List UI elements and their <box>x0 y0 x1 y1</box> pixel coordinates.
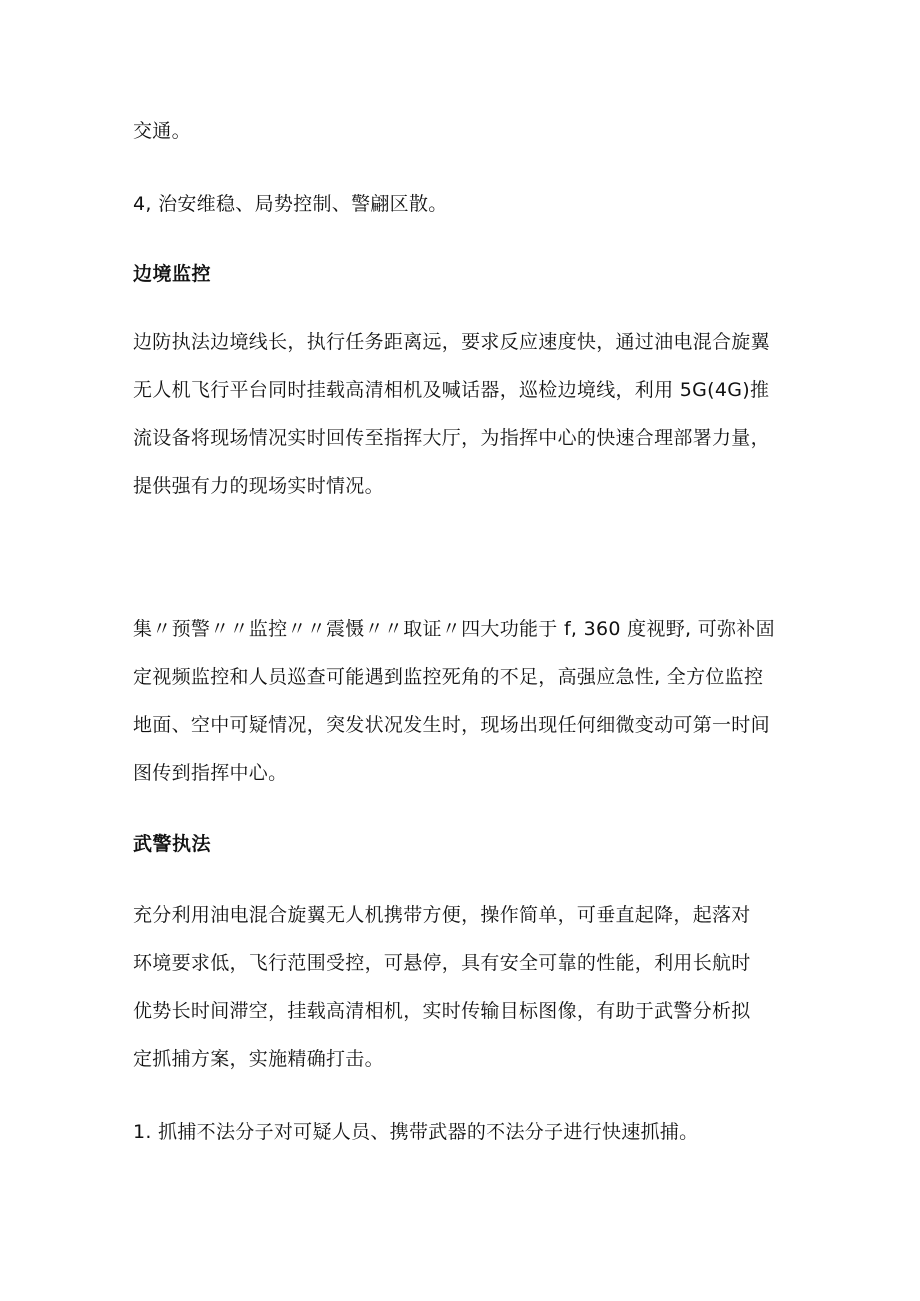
list-item: 1. 抓捕不法分子对可疑人员、携带武器的不法分子进行快速抓捕。 <box>133 1121 699 1143</box>
paragraph-line: 集〃预警〃〃监控〃〃震慑〃〃取证〃四大功能于 f, 360 度视野, 可弥补固 <box>133 618 775 640</box>
paragraph-line: 无人机飞行平台同时挂载高清相机及喊话器，巡检边境线，利用 5G(4G)推 <box>133 379 770 401</box>
paragraph-line: 图传到指挥中心。 <box>133 762 288 784</box>
section-heading-armed-police: 武警执法 <box>133 833 212 855</box>
paragraph-line: 流设备将现场情况实时回传至指挥大厅，为指挥中心的快速合理部署力量， <box>133 427 770 449</box>
paragraph-line: 边防执法边境线长，执行任务距离远，要求反应速度快，通过油电混合旋翼 <box>133 331 770 353</box>
paragraph-line: 地面、空中可疑情况，突发状况发生时，现场出现任何细微变动可第一时间 <box>133 714 770 736</box>
paragraph-line: 优势长时间滞空，挂载高清相机，实时传输目标图像，有助于武警分析拟 <box>133 1000 751 1022</box>
intro-line-1: 交通。 <box>133 120 191 142</box>
paragraph-line: 提供强有力的现场实时情况。 <box>133 475 384 497</box>
paragraph-line: 充分利用油电混合旋翼无人机携带方便，操作简单，可垂直起降，起落对 <box>133 904 751 926</box>
section-heading-border-monitoring: 边境监控 <box>133 263 212 285</box>
intro-line-2: 4, 治安维稳、局势控制、警翩区散。 <box>133 193 448 215</box>
paragraph-line: 环境要求低，飞行范围受控，可悬停，具有安全可靠的性能，利用长航时 <box>133 952 751 974</box>
paragraph-line: 定抓捕方案，实施精确打击。 <box>133 1048 384 1070</box>
paragraph-line: 定视频监控和人员巡查可能遇到监控死角的不足，高强应急性, 全方位监控 <box>133 666 764 688</box>
